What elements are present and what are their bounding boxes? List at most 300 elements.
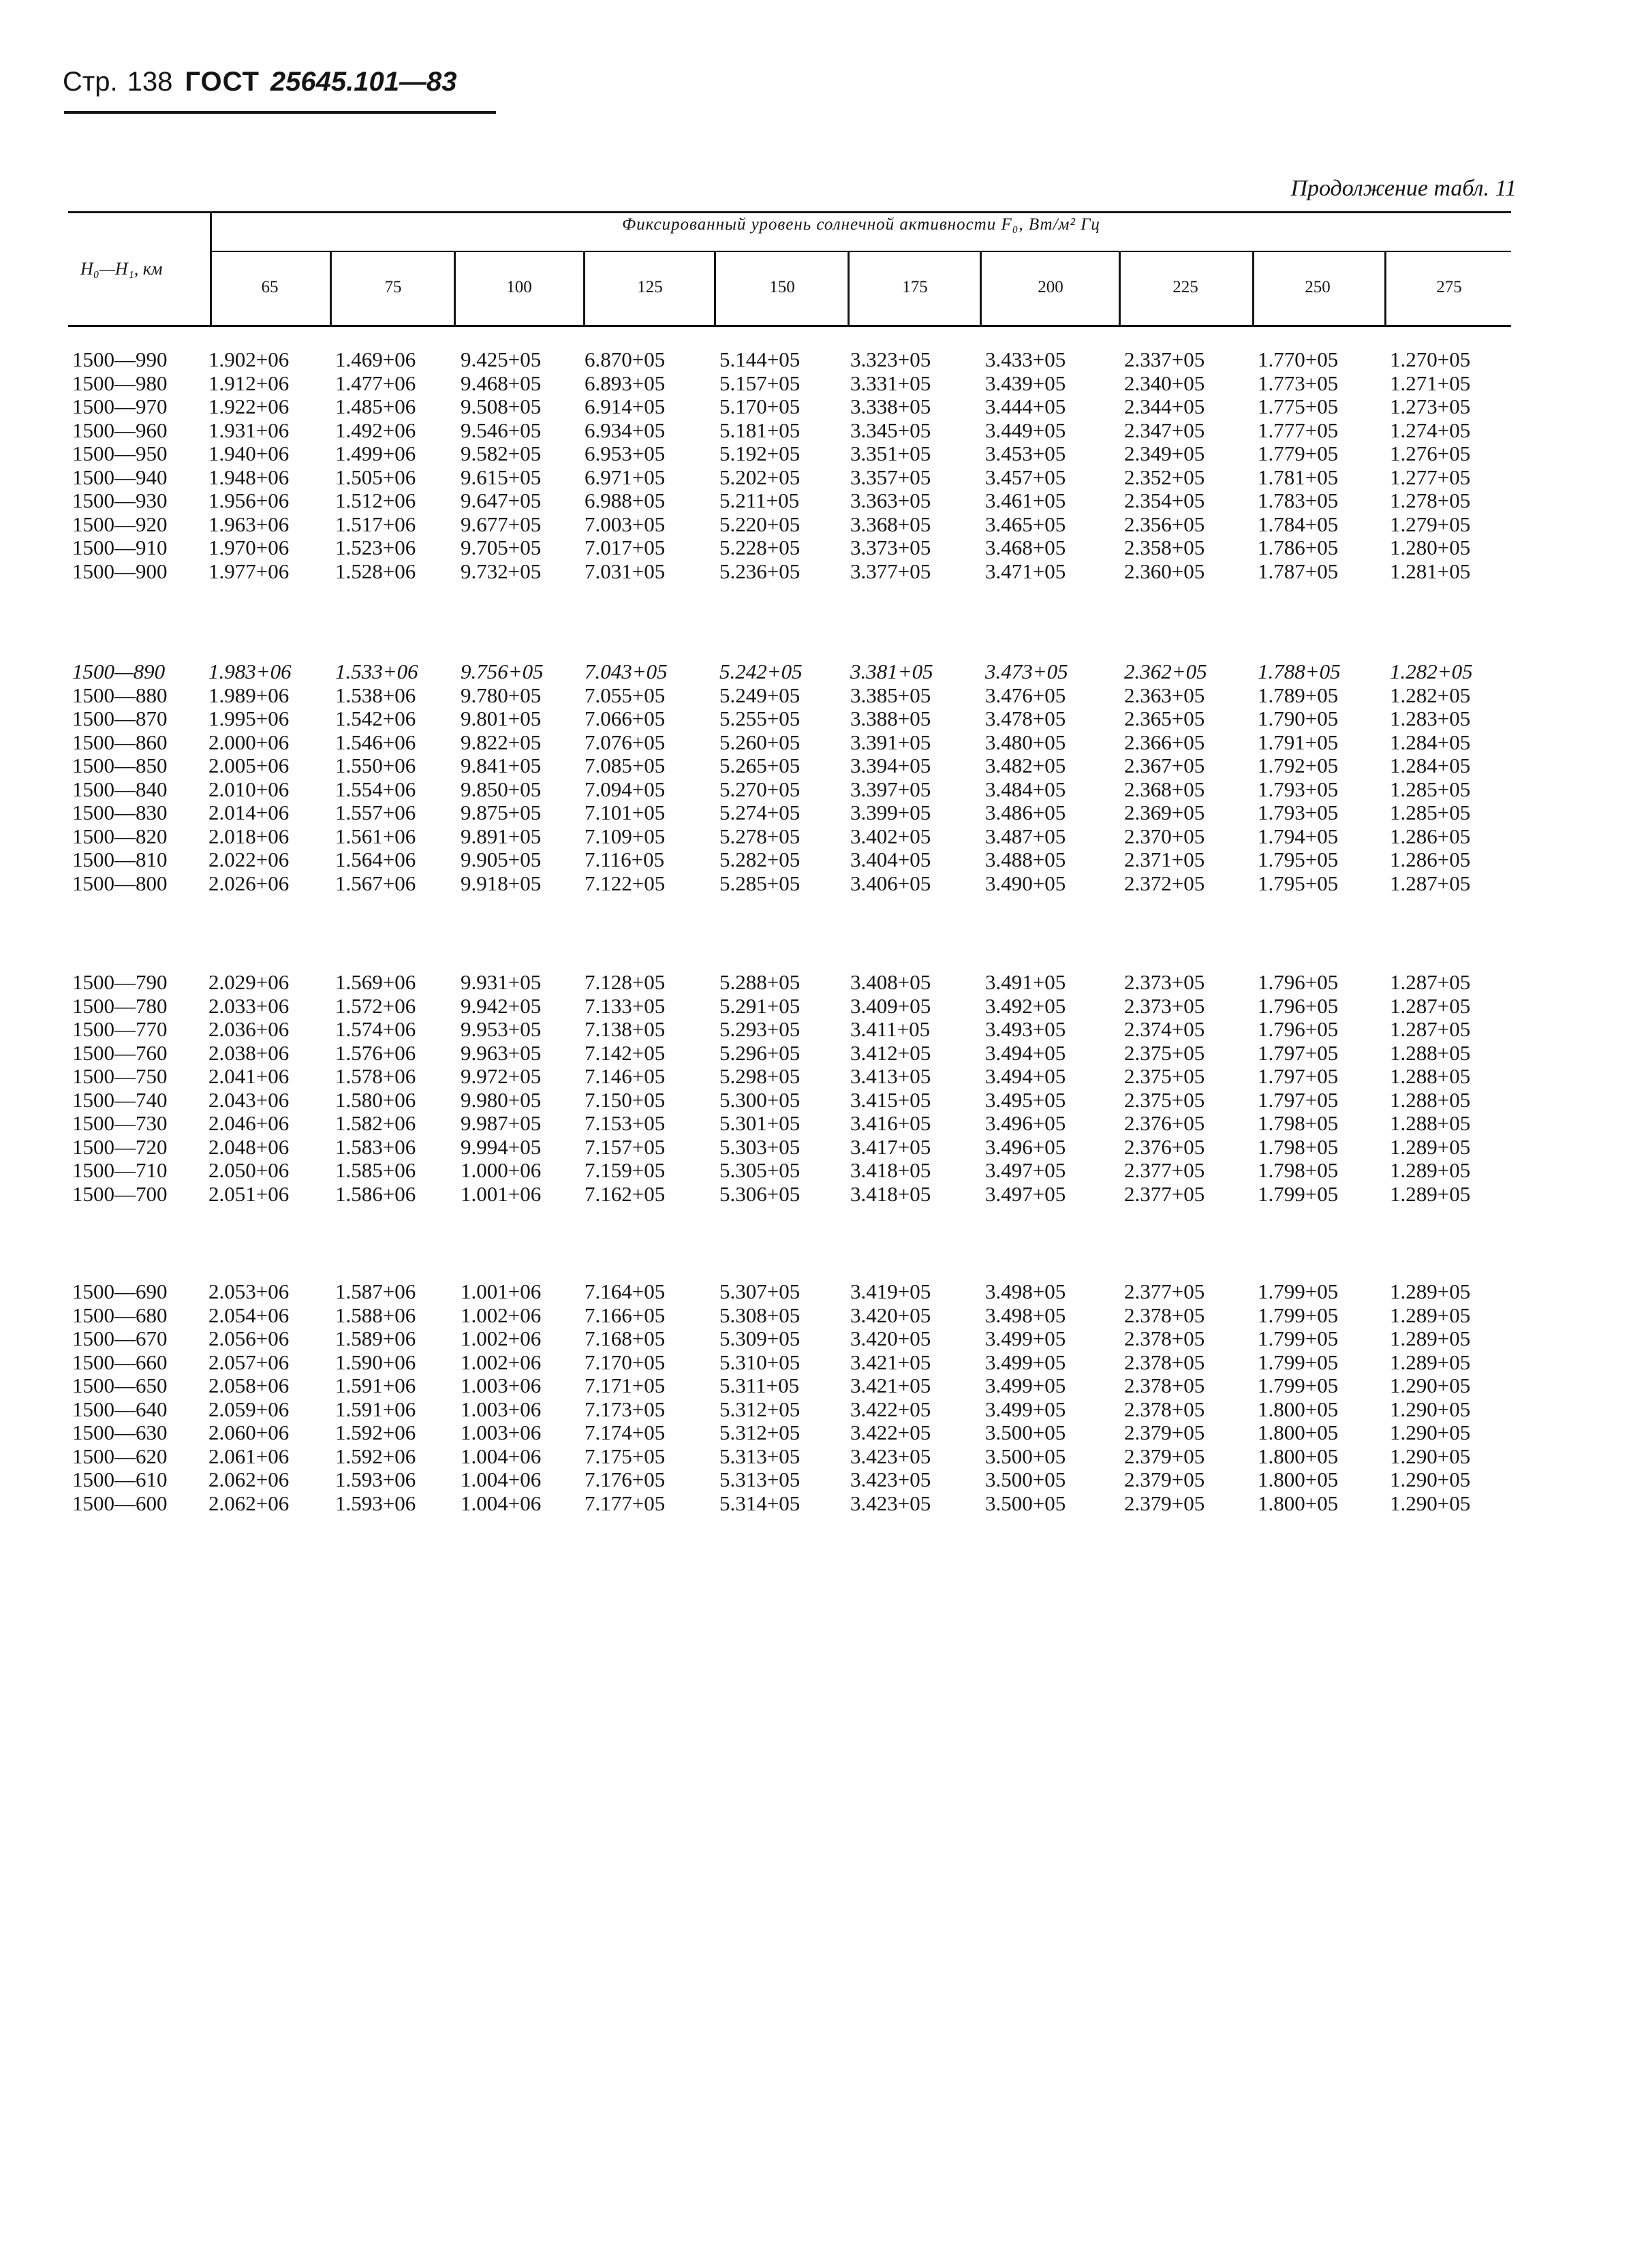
value-cell: 1.799+05 (1258, 1279, 1339, 1303)
value-cell: 3.345+05 (850, 418, 931, 442)
value-cell: 5.236+05 (719, 559, 801, 583)
value-cell: 3.423+05 (850, 1491, 931, 1515)
altitude-range-cell: 1500—610 (72, 1467, 168, 1491)
value-cell: 1.288+05 (1390, 1111, 1471, 1135)
table-row (0, 1491, 1631, 1514)
value-cell: 2.349+05 (1124, 441, 1205, 465)
table-row (0, 994, 1631, 1017)
value-cell: 1.791+05 (1258, 730, 1339, 754)
value-cell: 5.309+05 (719, 1326, 801, 1350)
value-cell: 9.942+05 (461, 993, 542, 1018)
table-row (0, 683, 1631, 706)
value-cell: 1.285+05 (1390, 801, 1471, 824)
value-cell: 3.417+05 (850, 1134, 931, 1159)
value-cell: 1.580+06 (335, 1087, 416, 1112)
value-cell: 1.533+06 (335, 659, 418, 683)
value-cell: 2.379+05 (1124, 1467, 1205, 1491)
column-header: 125 (637, 278, 663, 296)
value-cell: 3.421+05 (850, 1350, 931, 1374)
altitude-range-cell: 1500—670 (72, 1326, 168, 1350)
value-cell: 9.780+05 (461, 683, 542, 707)
table-row (0, 777, 1631, 801)
column-header: 65 (261, 278, 279, 296)
value-cell: 1.289+05 (1390, 1134, 1471, 1159)
value-cell: 1.289+05 (1390, 1303, 1471, 1327)
value-cell: 1.800+05 (1258, 1397, 1339, 1421)
value-cell: 1.546+06 (335, 730, 416, 754)
value-cell: 2.026+06 (208, 871, 290, 895)
value-cell: 9.953+05 (461, 1017, 542, 1041)
altitude-range-cell: 1500—990 (72, 347, 168, 371)
value-cell: 1.289+05 (1390, 1279, 1471, 1303)
value-cell: 6.953+05 (585, 441, 666, 465)
value-cell: 3.461+05 (985, 488, 1066, 512)
value-cell: 1.779+05 (1258, 441, 1339, 465)
value-cell: 3.419+05 (850, 1279, 931, 1303)
value-cell: 1.583+06 (335, 1134, 416, 1159)
value-cell: 7.177+05 (585, 1491, 666, 1515)
value-cell: 1.793+05 (1258, 801, 1339, 824)
value-cell: 1.922+06 (208, 394, 290, 418)
value-cell: 3.449+05 (985, 418, 1066, 442)
value-cell: 2.375+05 (1124, 1064, 1205, 1088)
value-cell: 2.363+05 (1124, 683, 1205, 707)
value-cell: 3.444+05 (985, 394, 1066, 418)
value-cell: 1.931+06 (208, 418, 290, 442)
value-cell: 1.799+05 (1258, 1181, 1339, 1206)
value-cell: 1.004+06 (461, 1467, 542, 1491)
value-cell: 3.420+05 (850, 1326, 931, 1350)
value-cell: 1.287+05 (1390, 871, 1471, 895)
value-cell: 5.310+05 (719, 1350, 801, 1374)
value-cell: 3.406+05 (850, 871, 931, 895)
value-cell: 1.284+05 (1390, 730, 1471, 754)
value-cell: 3.482+05 (985, 754, 1066, 777)
value-cell: 1.523+06 (335, 535, 416, 559)
value-cell: 2.367+05 (1124, 754, 1205, 777)
value-cell: 1.795+05 (1258, 848, 1339, 871)
value-cell: 9.822+05 (461, 730, 542, 754)
value-cell: 5.211+05 (719, 488, 800, 512)
value-cell: 1.286+05 (1390, 848, 1471, 871)
value-cell: 5.314+05 (719, 1491, 801, 1515)
value-cell: 5.144+05 (719, 347, 801, 371)
value-cell: 1.789+05 (1258, 683, 1339, 707)
value-cell: 1.796+05 (1258, 993, 1339, 1018)
header-rule (64, 111, 496, 114)
value-cell: 2.374+05 (1124, 1017, 1205, 1041)
value-cell: 3.499+05 (985, 1373, 1066, 1397)
altitude-range-cell: 1500—640 (72, 1397, 168, 1421)
value-cell: 2.043+06 (208, 1087, 290, 1112)
value-cell: 1.287+05 (1390, 970, 1471, 994)
value-cell: 1.001+06 (461, 1181, 542, 1206)
value-cell: 5.274+05 (719, 801, 801, 824)
value-cell: 5.192+05 (719, 441, 801, 465)
value-cell: 5.301+05 (719, 1111, 801, 1135)
value-cell: 1.787+05 (1258, 559, 1339, 583)
value-cell: 5.249+05 (719, 683, 801, 707)
standard-label: ГОСТ (185, 67, 260, 97)
value-cell: 2.057+06 (208, 1350, 290, 1374)
altitude-range-cell: 1500—650 (72, 1373, 168, 1397)
value-cell: 2.362+05 (1124, 659, 1207, 683)
value-cell: 7.076+05 (585, 730, 666, 754)
value-cell: 3.487+05 (985, 824, 1066, 848)
value-cell: 3.491+05 (985, 970, 1066, 994)
value-cell: 7.164+05 (585, 1279, 666, 1303)
value-cell: 6.870+05 (585, 347, 666, 371)
value-cell: 3.498+05 (985, 1279, 1066, 1303)
value-cell: 3.418+05 (850, 1181, 931, 1206)
value-cell: 1.285+05 (1390, 777, 1471, 801)
value-cell: 1.289+05 (1390, 1350, 1471, 1374)
value-cell: 3.499+05 (985, 1326, 1066, 1350)
value-cell: 3.368+05 (850, 512, 931, 536)
table-row (0, 394, 1631, 418)
value-cell: 2.051+06 (208, 1181, 290, 1206)
value-cell: 2.378+05 (1124, 1397, 1205, 1421)
value-cell: 3.394+05 (850, 754, 931, 777)
value-cell: 3.492+05 (985, 993, 1066, 1018)
value-cell: 1.288+05 (1390, 1087, 1471, 1112)
value-cell: 7.171+05 (585, 1373, 666, 1397)
value-cell: 7.133+05 (585, 993, 666, 1018)
value-cell: 1.569+06 (335, 970, 416, 994)
value-cell: 2.370+05 (1124, 824, 1205, 848)
value-cell: 2.062+06 (208, 1491, 290, 1515)
value-cell: 5.288+05 (719, 970, 801, 994)
value-cell: 2.377+05 (1124, 1181, 1205, 1206)
altitude-range-cell: 1500—820 (72, 824, 168, 848)
value-cell: 2.352+05 (1124, 465, 1205, 489)
value-cell: 9.508+05 (461, 394, 542, 418)
table-top-rule (68, 211, 1511, 213)
standard-number: 25645.101—83 (270, 67, 457, 97)
value-cell: 6.971+05 (585, 465, 666, 489)
value-cell: 1.528+06 (335, 559, 416, 583)
value-cell: 7.159+05 (585, 1158, 666, 1182)
value-cell: 1.492+06 (335, 418, 416, 442)
altitude-range-cell: 1500—660 (72, 1350, 168, 1374)
altitude-range-cell: 1500—920 (72, 512, 168, 536)
value-cell: 1.561+06 (335, 824, 416, 848)
value-cell: 2.054+06 (208, 1303, 290, 1327)
value-cell: 1.963+06 (208, 512, 290, 536)
value-cell: 9.615+05 (461, 465, 542, 489)
column-divider (454, 252, 456, 327)
table-row (0, 754, 1631, 777)
table-row (0, 1467, 1631, 1491)
value-cell: 1.799+05 (1258, 1303, 1339, 1327)
column-header: 150 (769, 278, 795, 296)
value-cell: 3.391+05 (850, 730, 931, 754)
value-cell: 3.385+05 (850, 683, 931, 707)
value-cell: 2.356+05 (1124, 512, 1205, 536)
altitude-range-cell: 1500—620 (72, 1444, 168, 1468)
value-cell: 2.373+05 (1124, 993, 1205, 1018)
value-cell: 1.793+05 (1258, 777, 1339, 801)
column-divider (1252, 252, 1254, 327)
value-cell: 5.296+05 (719, 1040, 801, 1065)
value-cell: 2.377+05 (1124, 1158, 1205, 1182)
value-cell: 3.323+05 (850, 347, 931, 371)
value-cell: 1.289+05 (1390, 1326, 1471, 1350)
value-cell: 2.377+05 (1124, 1279, 1205, 1303)
column-header: 75 (384, 278, 402, 296)
value-cell: 2.005+06 (208, 754, 290, 777)
value-cell: 1.792+05 (1258, 754, 1339, 777)
value-cell: 2.033+06 (208, 993, 290, 1018)
value-cell: 1.592+06 (335, 1444, 416, 1468)
value-cell: 7.173+05 (585, 1397, 666, 1421)
value-cell: 3.420+05 (850, 1303, 931, 1327)
value-cell: 1.002+06 (461, 1303, 542, 1327)
table-row (0, 1158, 1631, 1181)
value-cell: 9.994+05 (461, 1134, 542, 1159)
value-cell: 1.281+05 (1390, 559, 1471, 583)
value-cell: 2.041+06 (208, 1064, 290, 1088)
value-cell: 3.399+05 (850, 801, 931, 824)
value-cell: 9.905+05 (461, 848, 542, 871)
table-row (0, 1041, 1631, 1064)
value-cell: 5.313+05 (719, 1444, 801, 1468)
value-cell: 9.425+05 (461, 347, 542, 371)
value-cell: 7.157+05 (585, 1134, 666, 1159)
table-row (0, 1420, 1631, 1444)
value-cell: 5.242+05 (719, 659, 803, 683)
value-cell: 3.381+05 (850, 659, 933, 683)
value-cell: 2.375+05 (1124, 1040, 1205, 1065)
solar-activity-header: Фиксированный уровень солнечной активности F₀, Вт/м² Гц (622, 215, 1100, 234)
table-row (0, 1088, 1631, 1111)
value-cell: 3.331+05 (850, 371, 931, 395)
value-cell: 1.277+05 (1390, 465, 1471, 489)
value-cell: 6.934+05 (585, 418, 666, 442)
value-cell: 1.289+05 (1390, 1158, 1471, 1182)
value-cell: 5.278+05 (719, 824, 801, 848)
value-cell: 1.290+05 (1390, 1467, 1471, 1491)
value-cell: 5.312+05 (719, 1420, 801, 1444)
value-cell: 9.850+05 (461, 777, 542, 801)
value-cell: 2.375+05 (1124, 1087, 1205, 1112)
altitude-range-cell: 1500—700 (72, 1181, 168, 1206)
value-cell: 3.497+05 (985, 1181, 1066, 1206)
altitude-range-cell: 1500—960 (72, 418, 168, 442)
table-row (0, 1444, 1631, 1467)
altitude-range-cell: 1500—770 (72, 1017, 168, 1041)
row-header-label: H₀—H₁, км (80, 259, 163, 279)
value-cell: 2.337+05 (1124, 347, 1205, 371)
value-cell: 3.486+05 (985, 801, 1066, 824)
value-cell: 2.358+05 (1124, 535, 1205, 559)
column-header: 225 (1172, 278, 1198, 296)
value-cell: 2.378+05 (1124, 1350, 1205, 1374)
value-cell: 2.371+05 (1124, 848, 1205, 871)
value-cell: 7.128+05 (585, 970, 666, 994)
value-cell: 1.557+06 (335, 801, 416, 824)
value-cell: 3.496+05 (985, 1111, 1066, 1135)
value-cell: 1.286+05 (1390, 824, 1471, 848)
value-cell: 5.311+05 (719, 1373, 800, 1397)
value-cell: 5.202+05 (719, 465, 801, 489)
altitude-range-cell: 1500—780 (72, 993, 168, 1018)
value-cell: 1.538+06 (335, 683, 416, 707)
value-cell: 5.308+05 (719, 1303, 801, 1327)
value-cell: 3.488+05 (985, 848, 1066, 871)
value-cell: 5.312+05 (719, 1397, 801, 1421)
column-divider (1119, 252, 1121, 327)
altitude-range-cell: 1500—900 (72, 559, 168, 583)
value-cell: 3.497+05 (985, 1158, 1066, 1182)
altitude-range-cell: 1500—720 (72, 1134, 168, 1159)
table-continuation-caption: Продолжение табл. 11 (1290, 176, 1517, 201)
value-cell: 3.478+05 (985, 706, 1066, 730)
value-cell: 9.875+05 (461, 801, 542, 824)
value-cell: 3.465+05 (985, 512, 1066, 536)
table-row (0, 1303, 1631, 1326)
value-cell: 2.369+05 (1124, 801, 1205, 824)
column-divider (714, 252, 716, 327)
page-number: 138 (127, 67, 173, 97)
value-cell: 3.473+05 (985, 659, 1068, 683)
column-divider (1384, 252, 1386, 327)
value-cell: 3.338+05 (850, 394, 931, 418)
value-cell: 2.376+05 (1124, 1134, 1205, 1159)
altitude-range-cell: 1500—750 (72, 1064, 168, 1088)
value-cell: 1.797+05 (1258, 1064, 1339, 1088)
value-cell: 1.591+06 (335, 1397, 416, 1421)
value-cell: 7.085+05 (585, 754, 666, 777)
table-row (0, 488, 1631, 512)
table-row (0, 706, 1631, 730)
altitude-range-cell: 1500—880 (72, 683, 168, 707)
value-cell: 1.517+06 (335, 512, 416, 536)
value-cell: 3.418+05 (850, 1158, 931, 1182)
value-cell: 2.360+05 (1124, 559, 1205, 583)
table-row (0, 512, 1631, 535)
value-cell: 1.578+06 (335, 1064, 416, 1088)
value-cell: 1.586+06 (335, 1181, 416, 1206)
value-cell: 2.379+05 (1124, 1420, 1205, 1444)
table-row (0, 1135, 1631, 1158)
value-cell: 3.421+05 (850, 1373, 931, 1397)
value-cell: 3.480+05 (985, 730, 1066, 754)
value-cell: 1.550+06 (335, 754, 416, 777)
value-cell: 1.512+06 (335, 488, 416, 512)
value-cell: 1.995+06 (208, 706, 290, 730)
value-cell: 3.413+05 (850, 1064, 931, 1088)
value-cell: 2.378+05 (1124, 1303, 1205, 1327)
value-cell: 1.983+06 (208, 659, 292, 683)
table-row (0, 848, 1631, 871)
value-cell: 3.423+05 (850, 1444, 931, 1468)
value-cell: 3.423+05 (850, 1467, 931, 1491)
value-cell: 9.756+05 (461, 659, 544, 683)
value-cell: 2.048+06 (208, 1134, 290, 1159)
value-cell: 1.289+05 (1390, 1181, 1471, 1206)
value-cell: 9.891+05 (461, 824, 542, 848)
column-divider (583, 252, 585, 327)
altitude-range-cell: 1500—710 (72, 1158, 168, 1182)
value-cell: 5.157+05 (719, 371, 801, 395)
value-cell: 2.046+06 (208, 1111, 290, 1135)
value-cell: 3.388+05 (850, 706, 931, 730)
column-header: 200 (1038, 278, 1063, 296)
value-cell: 1.290+05 (1390, 1373, 1471, 1397)
table-row (0, 559, 1631, 582)
value-cell: 5.282+05 (719, 848, 801, 871)
value-cell: 1.800+05 (1258, 1420, 1339, 1444)
value-cell: 1.274+05 (1390, 418, 1471, 442)
value-cell: 7.166+05 (585, 1303, 666, 1327)
table-row (0, 659, 1631, 683)
value-cell: 3.409+05 (850, 993, 931, 1018)
value-cell: 5.260+05 (719, 730, 801, 754)
value-cell: 1.567+06 (335, 871, 416, 895)
column-header: 250 (1305, 278, 1331, 296)
table-row (0, 535, 1631, 559)
table-row (0, 371, 1631, 394)
value-cell: 3.439+05 (985, 371, 1066, 395)
value-cell: 3.500+05 (985, 1467, 1066, 1491)
altitude-range-cell: 1500—910 (72, 535, 168, 559)
value-cell: 3.490+05 (985, 871, 1066, 895)
value-cell: 2.038+06 (208, 1040, 290, 1065)
value-cell: 5.300+05 (719, 1087, 801, 1112)
value-cell: 1.940+06 (208, 441, 290, 465)
value-cell: 2.378+05 (1124, 1373, 1205, 1397)
value-cell: 2.056+06 (208, 1326, 290, 1350)
value-cell: 1.004+06 (461, 1491, 542, 1515)
value-cell: 1.977+06 (208, 559, 290, 583)
value-cell: 1.273+05 (1390, 394, 1471, 418)
value-cell: 7.138+05 (585, 1017, 666, 1041)
value-cell: 3.351+05 (850, 441, 931, 465)
value-cell: 1.593+06 (335, 1491, 416, 1515)
value-cell: 3.453+05 (985, 441, 1066, 465)
value-cell: 7.168+05 (585, 1326, 666, 1350)
table-row (0, 1373, 1631, 1397)
value-cell: 3.357+05 (850, 465, 931, 489)
value-cell: 7.017+05 (585, 535, 666, 559)
value-cell: 3.397+05 (850, 777, 931, 801)
value-cell: 2.376+05 (1124, 1111, 1205, 1135)
value-cell: 1.282+05 (1390, 659, 1473, 683)
value-cell: 1.542+06 (335, 706, 416, 730)
value-cell: 1.590+06 (335, 1350, 416, 1374)
value-cell: 2.059+06 (208, 1397, 290, 1421)
value-cell: 7.101+05 (585, 801, 666, 824)
value-cell: 3.494+05 (985, 1064, 1066, 1088)
value-cell: 7.162+05 (585, 1181, 666, 1206)
table-row (0, 824, 1631, 848)
value-cell: 1.002+06 (461, 1350, 542, 1374)
value-cell: 5.293+05 (719, 1017, 801, 1041)
table-row (0, 730, 1631, 754)
value-cell: 1.278+05 (1390, 488, 1471, 512)
value-cell: 3.500+05 (985, 1444, 1066, 1468)
value-cell: 5.270+05 (719, 777, 801, 801)
value-cell: 6.914+05 (585, 394, 666, 418)
value-cell: 9.546+05 (461, 418, 542, 442)
value-cell: 1.283+05 (1390, 706, 1471, 730)
table-row (0, 347, 1631, 371)
value-cell: 1.554+06 (335, 777, 416, 801)
value-cell: 5.265+05 (719, 754, 801, 777)
value-cell: 7.094+05 (585, 777, 666, 801)
span-header-rule (211, 251, 1511, 252)
